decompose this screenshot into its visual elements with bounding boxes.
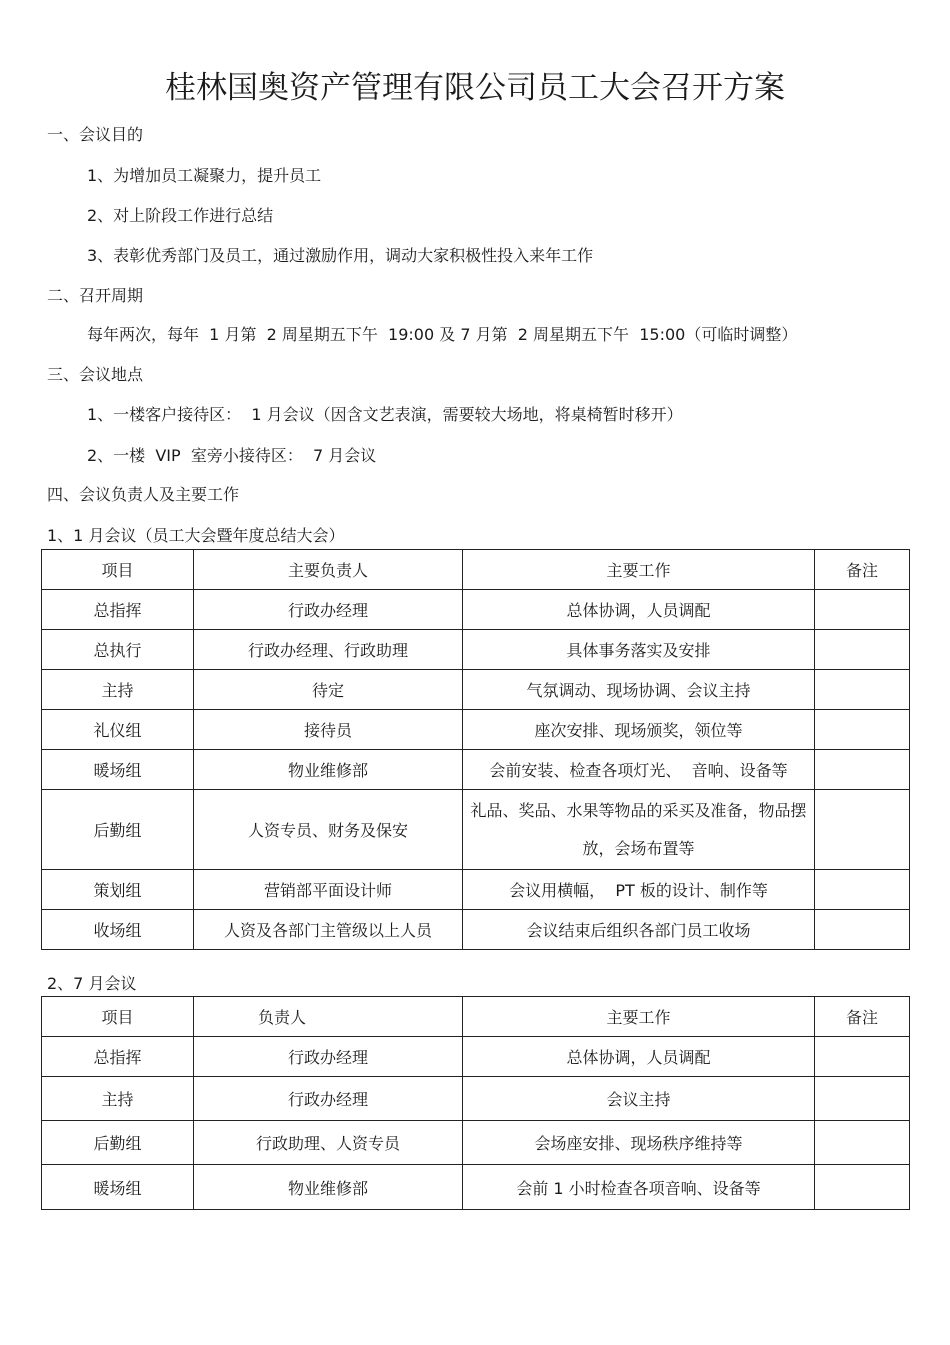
january-meeting-table xyxy=(41,549,910,950)
table-cell: 座次安排、现场颁奖，领位等 xyxy=(463,710,815,750)
table-cell: 待定 xyxy=(194,670,463,710)
table-cell xyxy=(815,590,910,630)
table-cell: 暖场组 xyxy=(42,750,194,790)
table-cell: 具体事务落实及安排 xyxy=(463,630,815,670)
table-row xyxy=(42,670,910,710)
header-cell: 项目 xyxy=(42,997,194,1037)
table-cell: 行政办经理 xyxy=(194,590,463,630)
table-row xyxy=(42,870,910,910)
table-cell: 主持 xyxy=(42,670,194,710)
header-cell: 备注 xyxy=(815,550,910,590)
table-cell xyxy=(815,870,910,910)
table-cell: 人资及各部门主管级以上人员 xyxy=(194,910,463,950)
table-cell: 暖场组 xyxy=(42,1165,194,1210)
location-item-1: 1、一楼客户接待区： 1 月会议（因含文艺表演，需要较大场地，将桌椅暂时移开） xyxy=(87,405,683,424)
table-cell: 行政办经理 xyxy=(194,1037,463,1077)
table-cell: 会议主持 xyxy=(463,1077,815,1121)
table-cell: 后勤组 xyxy=(42,790,194,870)
section-heading-purpose: 一、会议目的 xyxy=(47,125,144,144)
table-cell: 行政助理、人资专员 xyxy=(194,1121,463,1165)
table-cell xyxy=(815,1037,910,1077)
purpose-item-3: 3、表彰优秀部门及员工，通过激励作用，调动大家积极性投入来年工作 xyxy=(87,246,594,265)
table-cell xyxy=(815,670,910,710)
purpose-item-1: 1、为增加员工凝聚力，提升员工 xyxy=(87,166,322,185)
table-cell xyxy=(815,790,910,870)
table-row xyxy=(42,630,910,670)
table-row xyxy=(42,750,910,790)
table-cell: 物业维修部 xyxy=(194,1165,463,1210)
table-cell: 礼品、奖品、水果等物品的采买及准备，物品摆放，会场布置等 xyxy=(463,790,815,870)
table-cell: 会前安装、检查各项灯光、 音响、设备等 xyxy=(463,750,815,790)
header-cell: 主要工作 xyxy=(463,997,815,1037)
header-cell: 主要负责人 xyxy=(194,550,463,590)
table-cell: 总指挥 xyxy=(42,590,194,630)
table-cell: 总体协调，人员调配 xyxy=(463,590,815,630)
table-cell: 人资专员、财务及保安 xyxy=(194,790,463,870)
table1-caption: 1、1 月会议（员工大会暨年度总结大会） xyxy=(47,526,345,545)
location-item-2: 2、一楼 VIP 室旁小接待区： 7 月会议 xyxy=(87,446,377,465)
table-cell: 会议用横幅， PT 板的设计、制作等 xyxy=(463,870,815,910)
header-cell: 主要工作 xyxy=(463,550,815,590)
table-cell: 行政办经理、行政助理 xyxy=(194,630,463,670)
table2-caption: 2、7 月会议 xyxy=(47,974,137,993)
table-cell: 会议结束后组织各部门员工收场 xyxy=(463,910,815,950)
table-row xyxy=(42,1121,910,1165)
purpose-item-2: 2、对上阶段工作进行总结 xyxy=(87,206,274,225)
table-cell: 总指挥 xyxy=(42,1037,194,1077)
table-cell: 总体协调，人员调配 xyxy=(463,1037,815,1077)
table-cell: 后勤组 xyxy=(42,1121,194,1165)
table-row xyxy=(42,1077,910,1121)
table-header-row xyxy=(42,550,910,590)
header-cell: 负责人 xyxy=(194,997,463,1037)
table-row xyxy=(42,710,910,750)
table-cell: 营销部平面设计师 xyxy=(194,870,463,910)
july-meeting-table xyxy=(41,996,910,1210)
table-cell xyxy=(815,910,910,950)
header-cell: 备注 xyxy=(815,997,910,1037)
table-cell: 收场组 xyxy=(42,910,194,950)
table-row xyxy=(42,910,910,950)
table-cell: 接待员 xyxy=(194,710,463,750)
section-heading-responsibility: 四、会议负责人及主要工作 xyxy=(47,485,240,504)
table-cell xyxy=(815,710,910,750)
section-heading-location: 三、会议地点 xyxy=(47,365,144,384)
table-cell: 物业维修部 xyxy=(194,750,463,790)
table-cell: 气氛调动、现场协调、会议主持 xyxy=(463,670,815,710)
table-row xyxy=(42,1037,910,1077)
header-cell: 项目 xyxy=(42,550,194,590)
table-cell xyxy=(815,750,910,790)
table-cell: 策划组 xyxy=(42,870,194,910)
section-heading-period: 二、召开周期 xyxy=(47,286,144,305)
table-cell xyxy=(815,1121,910,1165)
table-cell: 会场座安排、现场秩序维持等 xyxy=(463,1121,815,1165)
table-cell: 总执行 xyxy=(42,630,194,670)
table-cell xyxy=(815,630,910,670)
table-cell: 礼仪组 xyxy=(42,710,194,750)
table-row xyxy=(42,790,910,870)
table-header-row xyxy=(42,997,910,1037)
page-title: 桂林国奥资产管理有限公司员工大会召开方案 xyxy=(165,70,785,106)
table-cell xyxy=(815,1165,910,1210)
table-cell: 会前 1 小时检查各项音响、设备等 xyxy=(463,1165,815,1210)
table-row xyxy=(42,1165,910,1210)
table-cell xyxy=(815,1077,910,1121)
table-row xyxy=(42,590,910,630)
period-text: 每年两次，每年 1 月第 2 周星期五下午 19:00 及 7 月第 2 周星期五下午 15:00（可临时调整） xyxy=(87,325,798,344)
table-cell: 行政办经理 xyxy=(194,1077,463,1121)
table-cell: 主持 xyxy=(42,1077,194,1121)
